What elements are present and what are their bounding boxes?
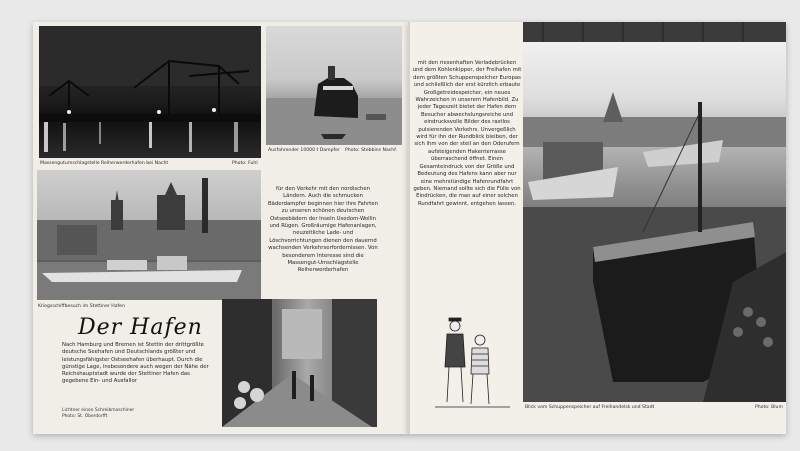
body-text-right: mit den riesenhaften Verladebrücken und dem Kohlenkipper, der Freihafen mit dem größten Schuppenspeicher Europas und schließlich der erst kürzlich erbaute Großgetreidespeicher, ein neues Wahrzeichen in unserem Hafenbild. Zu jeder Tageszeit bietet der Hafen dem Besucher abwechslungsreiche und eindrucksvolle Bilder des rastlos pulsierenden Verkehrs. Unvergeßlich wird für ihn der Rundblick bleiben, der sich ihm von der steil an den Oderufern aufsteigenden Hakenterrasse überraschend öffnet. Einen Gesamteindruck von der Größe und Bedeutung des Hafens kann aber nur eine mehrstündige Hafenrundfahrt geben. Niemand sollte sich die Fülle von Eindrücken, die man auf einer solchen Rundfahrt gewinnt, entgehen lassen. [412,60,522,207]
warehouse-photo [222,299,377,427]
intro-paragraph: Nach Hamburg und Bremen ist Stettin der drittgrößte deutsche Seehafen und Deutschlands größter und leistungsfähigster Ostseehafen überhaupt. Durch die günstige Lage, insbesondere auch wegen der Nähe der Reichshauptstadt wurde der Stettiner Hafen das gegebene Ein- und Ausfallor [62,342,209,385]
night-photo-caption: Massengutumschlagstelle Reiherwerderhafen bei Nacht [40,161,169,166]
bigship-caption: Blick vom Schuppenspeicher auf Freihandelsk und Stadt [525,405,655,410]
warship-photo [37,170,261,300]
steamer-caption: Ausfahrender 10000 t Dampfer [268,148,340,153]
bigship-credit: Photo: Blum [755,405,783,410]
night-harbor-photo [39,26,261,158]
steamer-photo [266,26,402,145]
steamer-credit: Photo: Stebbins Nachf. [345,148,397,153]
sailors-sketch [425,312,520,412]
page-fold [408,22,410,434]
section-heading: Der Hafen [78,315,203,340]
harbor-ship-photo [523,22,786,402]
warship-caption: Kriegsschiffbesuch im Stettiner Hafen [38,304,125,309]
photo-footnote: Lichtner einen Schreibmaschiner Photo: St. Oberdorfft [62,408,135,419]
body-text-middle: für den Verkehr mit den nordischen Ländern. Auch die schmucken Bäderdampfer beginnen hier ihre Fahrten zu unseren schönen deutschen Ostseebädern der Inseln Usedom-Wollin und Rügen. Großräumige Hafenanlagen, neuzeitliche Lade- und Löschvorrichtungen dienen den dauernd wachsenden Verkehrserfordernissen. Von besonderem Interesse sind die Massengut-Umschlagstelle Reiherwerderhafen [268,186,378,274]
night-photo-credit: Photo: Fuhl [232,161,258,166]
